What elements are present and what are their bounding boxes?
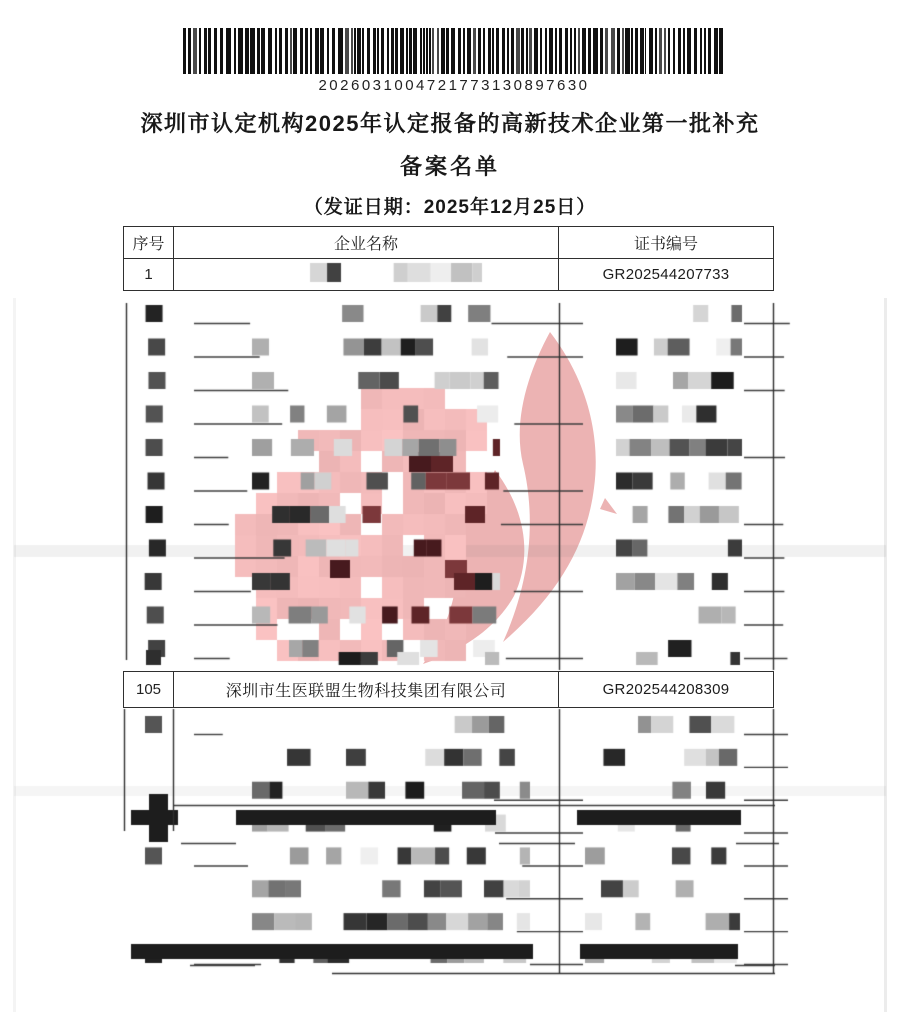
table-row-1 [124, 258, 773, 290]
document-title-line1: 深圳市认定机构2025年认定报备的高新技术企业第一批补充 [140, 111, 760, 136]
row105-company: 深圳市生医联盟生物科技集团有限公司 [173, 672, 558, 707]
issue-date: （发证日期：2025年12月25日） [303, 197, 597, 218]
row105-certificate: GR202544208309 [558, 672, 773, 707]
table-row-105 [123, 671, 774, 708]
col-header-company: 企业名称 [173, 227, 558, 258]
barcode-bars [183, 28, 725, 74]
page-edge-left [13, 298, 16, 1012]
document-title-line2: 备案名单 [399, 154, 500, 179]
col-header-serial: 序号 [132, 236, 165, 253]
barcode-number: 2026031004721773130897630 [318, 77, 590, 94]
row1-serial: 1 [144, 266, 153, 283]
certification-table [123, 226, 774, 291]
row105-serial: 105 [124, 672, 173, 707]
col-header-certificate: 证书编号 [558, 227, 773, 258]
page-edge-right [884, 298, 887, 1012]
row1-certificate: GR202544207733 [558, 259, 773, 290]
row1-company-redacted [173, 259, 558, 290]
barcode [183, 28, 725, 98]
table-header-row [124, 227, 773, 258]
